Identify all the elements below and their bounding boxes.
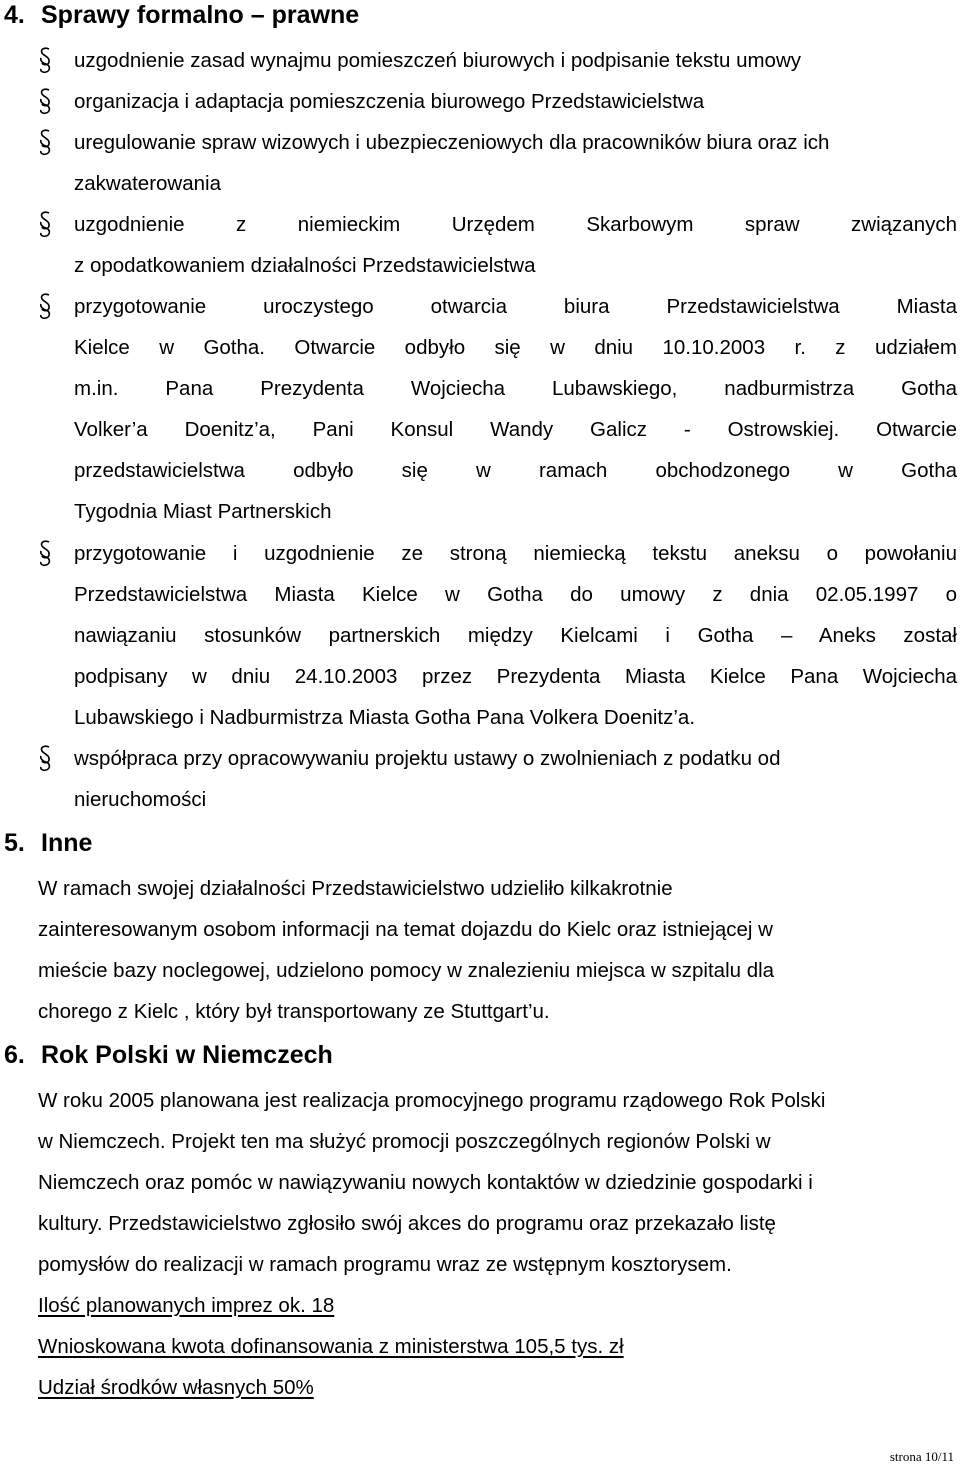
section-sign-bullet-icon: [38, 87, 52, 115]
section-sign-bullet-icon: [38, 128, 52, 156]
section-5-heading: [4, 828, 92, 858]
item-3-line-2: zakwaterowania: [74, 172, 221, 195]
item-6-line-2: Przedstawicielstwa Miasta Kielce w Gotha do umowy z dnia 02.05.1997 o: [74, 583, 957, 606]
section-sign-bullet-icon: [38, 539, 52, 567]
section-sign-bullet-icon: [38, 210, 52, 238]
item-7-line-2: nieruchomości: [74, 788, 207, 811]
section-6-number: 6.: [4, 1041, 25, 1069]
section-5-line-2: zainteresowanym osobom informacji na temat dojazdu do Kielc oraz istniejącej w: [38, 918, 773, 941]
item-7-line-1: współpraca przy opracowywaniu projektu ustawy o zwolnieniach z podatku od: [74, 747, 781, 770]
page-number: strona 10/11: [889, 1449, 954, 1464]
section-4-title: Sprawy formalno – prawne: [41, 1, 360, 29]
item-1-line-1: uzgodnienie zasad wynajmu pomieszczeń biurowych i podpisanie tekstu umowy: [74, 49, 801, 72]
item-4-line-2: z opodatkowaniem działalności Przedstawicielstwa: [74, 254, 536, 277]
section-5-line-3: mieście bazy noclegowej, udzielono pomocy w znalezieniu miejsca w szpitalu dla: [38, 959, 775, 982]
item-4-line-1: uzgodnienie z niemieckim Urzędem Skarbowym spraw związanych: [74, 213, 957, 236]
item-5-line-3: m.in. Pana Prezydenta Wojciecha Lubawskiego, nadburmistrza Gotha: [74, 377, 957, 400]
section-4-heading: [4, 0, 359, 30]
section-6-heading: [4, 1040, 333, 1070]
section-sign-bullet-icon: [38, 292, 52, 320]
section-6-line-4: kultury. Przedstawicielstwo zgłosiło swój akces do programu oraz przekazało listę: [38, 1212, 776, 1235]
item-2-line-1: organizacja i adaptacja pomieszczenia biurowego Przedstawicielstwa: [74, 90, 705, 113]
item-6-line-5: Lubawskiego i Nadburmistrza Miasta Gotha Pana Volkera Doenitz’a.: [74, 706, 696, 729]
section-4-number: 4.: [4, 1, 25, 29]
section-sign-bullet-icon: [38, 46, 52, 74]
item-5-line-6: Tygodnia Miast Partnerskich: [74, 500, 332, 523]
section-5-number: 5.: [4, 829, 25, 857]
section-6-title: Rok Polski w Niemczech: [41, 1041, 333, 1069]
section-5-line-4: chorego z Kielc , który był transportowany ze Stuttgart’u.: [38, 1000, 550, 1023]
section-5-line-1: W ramach swojej działalności Przedstawicielstwo udzieliło kilkakrotnie: [38, 877, 673, 900]
item-6-line-1: przygotowanie i uzgodnienie ze stroną niemiecką tekstu aneksu o powołaniu: [74, 542, 957, 565]
item-5-line-4: Volker’a Doenitz’a, Pani Konsul Wandy Galicz - Ostrowskiej. Otwarcie: [74, 418, 957, 441]
requested-funding-amount: Wnioskowana kwota dofinansowania z ministerstwa 105,5 tys. zł: [38, 1335, 624, 1358]
section-6-line-1: W roku 2005 planowana jest realizacja promocyjnego programu rządowego Rok Polski: [38, 1089, 826, 1112]
item-5-line-1: przygotowanie uroczystego otwarcia biura Przedstawicielstwa Miasta: [74, 295, 957, 318]
item-3-line-1: uregulowanie spraw wizowych i ubezpieczeniowych dla pracowników biura oraz ich: [74, 131, 830, 154]
item-5-line-5: przedstawicielstwa odbyło się w ramach obchodzonego w Gotha: [74, 459, 957, 482]
section-5-title: Inne: [41, 829, 93, 857]
item-6-line-4: podpisany w dniu 24.10.2003 przez Prezydenta Miasta Kielce Pana Wojciecha: [74, 665, 957, 688]
item-5-line-2: Kielce w Gotha. Otwarcie odbyło się w dniu 10.10.2003 r. z udziałem: [74, 336, 957, 359]
section-6-line-2: w Niemczech. Projekt ten ma służyć promocji poszczególnych regionów Polski w: [38, 1130, 771, 1153]
planned-events-count: Ilość planowanych imprez ok. 18: [38, 1294, 335, 1317]
own-funds-share: Udział środków własnych 50%: [38, 1376, 314, 1399]
section-sign-bullet-icon: [38, 744, 52, 772]
section-6-line-3: Niemczech oraz pomóc w nawiązywaniu nowych kontaktów w dziedzinie gospodarki i: [38, 1171, 813, 1194]
item-6-line-3: nawiązaniu stosunków partnerskich między Kielcami i Gotha – Aneks został: [74, 624, 957, 647]
section-6-line-5: pomysłów do realizacji w ramach programu wraz ze wstępnym kosztorysem.: [38, 1253, 732, 1276]
